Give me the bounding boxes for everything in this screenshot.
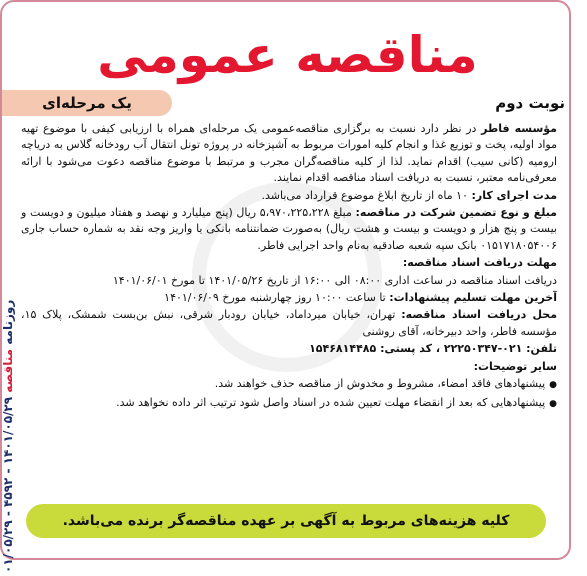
guarantee-label: مبلغ و نوع تضمین شرکت در مناقصه: bbox=[355, 206, 557, 220]
tender-stage-wrap bbox=[2, 90, 202, 118]
intro-text: در نظر دارد نسبت به برگزاری مناقصه‌عمومی یک مرحله‌ای همراه با ارزیابی کیفی با موضوع تهیه مواد اولیه، پخت و توزیع غذا و انجام کلیه امورات مربوط به آشپزخانه در پروژه تونل انتقال آب رودخانه گلاس به دریاچه ارومیه (کانی سیب) اقدام نماید. لذا از کلیه مناقصه‌گران مجرب و مرتبط با موضوع مناقصه دعوت می‌شود با ارائه معرفی‌نامه معتبر، نسبت به دریافت اسناد مناقصه اقدام نمایند. bbox=[21, 122, 557, 185]
docs-deadline-paragraph bbox=[21, 273, 557, 289]
submit-deadline-text: تا ساعت ۱۰:۰۰ روز چهارشنبه مورخ ۱۴۰۱/۰۶/۰۹ bbox=[164, 291, 386, 305]
intro-label: مؤسسه فاطر bbox=[481, 122, 557, 135]
postal-text: ۱۵۴۶۸۱۴۴۸۵ bbox=[309, 342, 377, 356]
docs-location-label: محل دریافت اسناد مناقصه: bbox=[401, 308, 558, 322]
submit-deadline-paragraph bbox=[21, 290, 557, 306]
duration-label: مدت اجرای کار: bbox=[471, 188, 557, 202]
docs-location-paragraph bbox=[21, 307, 557, 340]
duration-text: ۱۰ ماه از تاریخ ابلاغ موضوع قرارداد می‌باشد. bbox=[261, 188, 468, 202]
side-prefix: روزنامه bbox=[1, 300, 15, 345]
guarantee-text: مبلغ ۵،۹۷۰،۲۲۵،۲۲۸ ریال (پنج میلیارد و نهصد و هفتاد میلیون و دویست و بیست و پنج هزار و دویست و بیست و هشت ریال) به‌صورت ضمانتنامه بانکی یا واریز وجه نقد به شماره حساب جاری ۰۱۵۱۷۱۸۰۵۴۰۰۶ بانک سپه شعبه صادقیه به‌نام واحد اجرایی فاطر. bbox=[21, 206, 557, 252]
side-brand: مناقصه bbox=[1, 349, 15, 393]
footer-bar: کلیه هزینه‌های مربوط به آگهی بر عهده مناقصه‌گر برنده می‌باشد. bbox=[26, 504, 546, 538]
list-item: ● پیشنهادهایی که بعد از انقضاء مهلت تعیین شده در اسناد واصل شود ترتیب اثر داده نخواهد شد. bbox=[21, 395, 557, 412]
phone-text: ۰۲۱-۲۲۲۵۰۳۴۷ ، bbox=[435, 342, 523, 356]
phone-label: تلفن: bbox=[526, 342, 557, 356]
header-row bbox=[2, 90, 573, 118]
newspaper-side-label bbox=[1, 300, 21, 574]
page-title: مناقصه عمومی bbox=[97, 26, 478, 84]
docs-deadline-heading bbox=[21, 255, 557, 271]
docs-deadline-text: دریافت اسناد مناقصه در ساعت اداری ۰۸:۰۰ الی ۱۶:۰۰ از تاریخ ۱۴۰۱/۰۵/۲۶ تا مورخ ۱۴۰۱/۰۶/۰۱ bbox=[112, 273, 557, 287]
tender-stage-badge: یک مرحله‌ای bbox=[2, 90, 172, 116]
intro-paragraph bbox=[21, 121, 557, 187]
side-suffix: ۱۴۰۱/۰۵/۲۹ - ۴۵۹۲ - ۰۱/۰۵/۲۹ bbox=[1, 397, 15, 574]
docs-location-text: تهران، خیابان میرداماد، خیابان رودبار شرقی، نبش بن‌بست شمشک، پلاک ۱۵، مؤسسه فاطر، واحد دبیرخانه، آقای روشنی bbox=[21, 308, 557, 338]
other-label: سایر توضیحات: bbox=[473, 359, 557, 373]
list-item: ● پیشنهادهای فاقد امضاء، مشروط و مخدوش از مناقصه حذف خواهند شد. bbox=[21, 376, 557, 393]
contact-paragraph bbox=[21, 341, 557, 357]
notice-round: نوبت دوم bbox=[495, 94, 565, 112]
postal-label: کد پستی: bbox=[380, 342, 432, 356]
guarantee-paragraph bbox=[21, 205, 557, 254]
ad-body bbox=[21, 121, 557, 413]
duration-paragraph bbox=[21, 188, 557, 204]
submit-deadline-label: آخرین مهلت تسلیم پیشنهادات: bbox=[389, 291, 557, 305]
docs-deadline-label: مهلت دریافت اسناد مناقصه: bbox=[402, 256, 557, 270]
